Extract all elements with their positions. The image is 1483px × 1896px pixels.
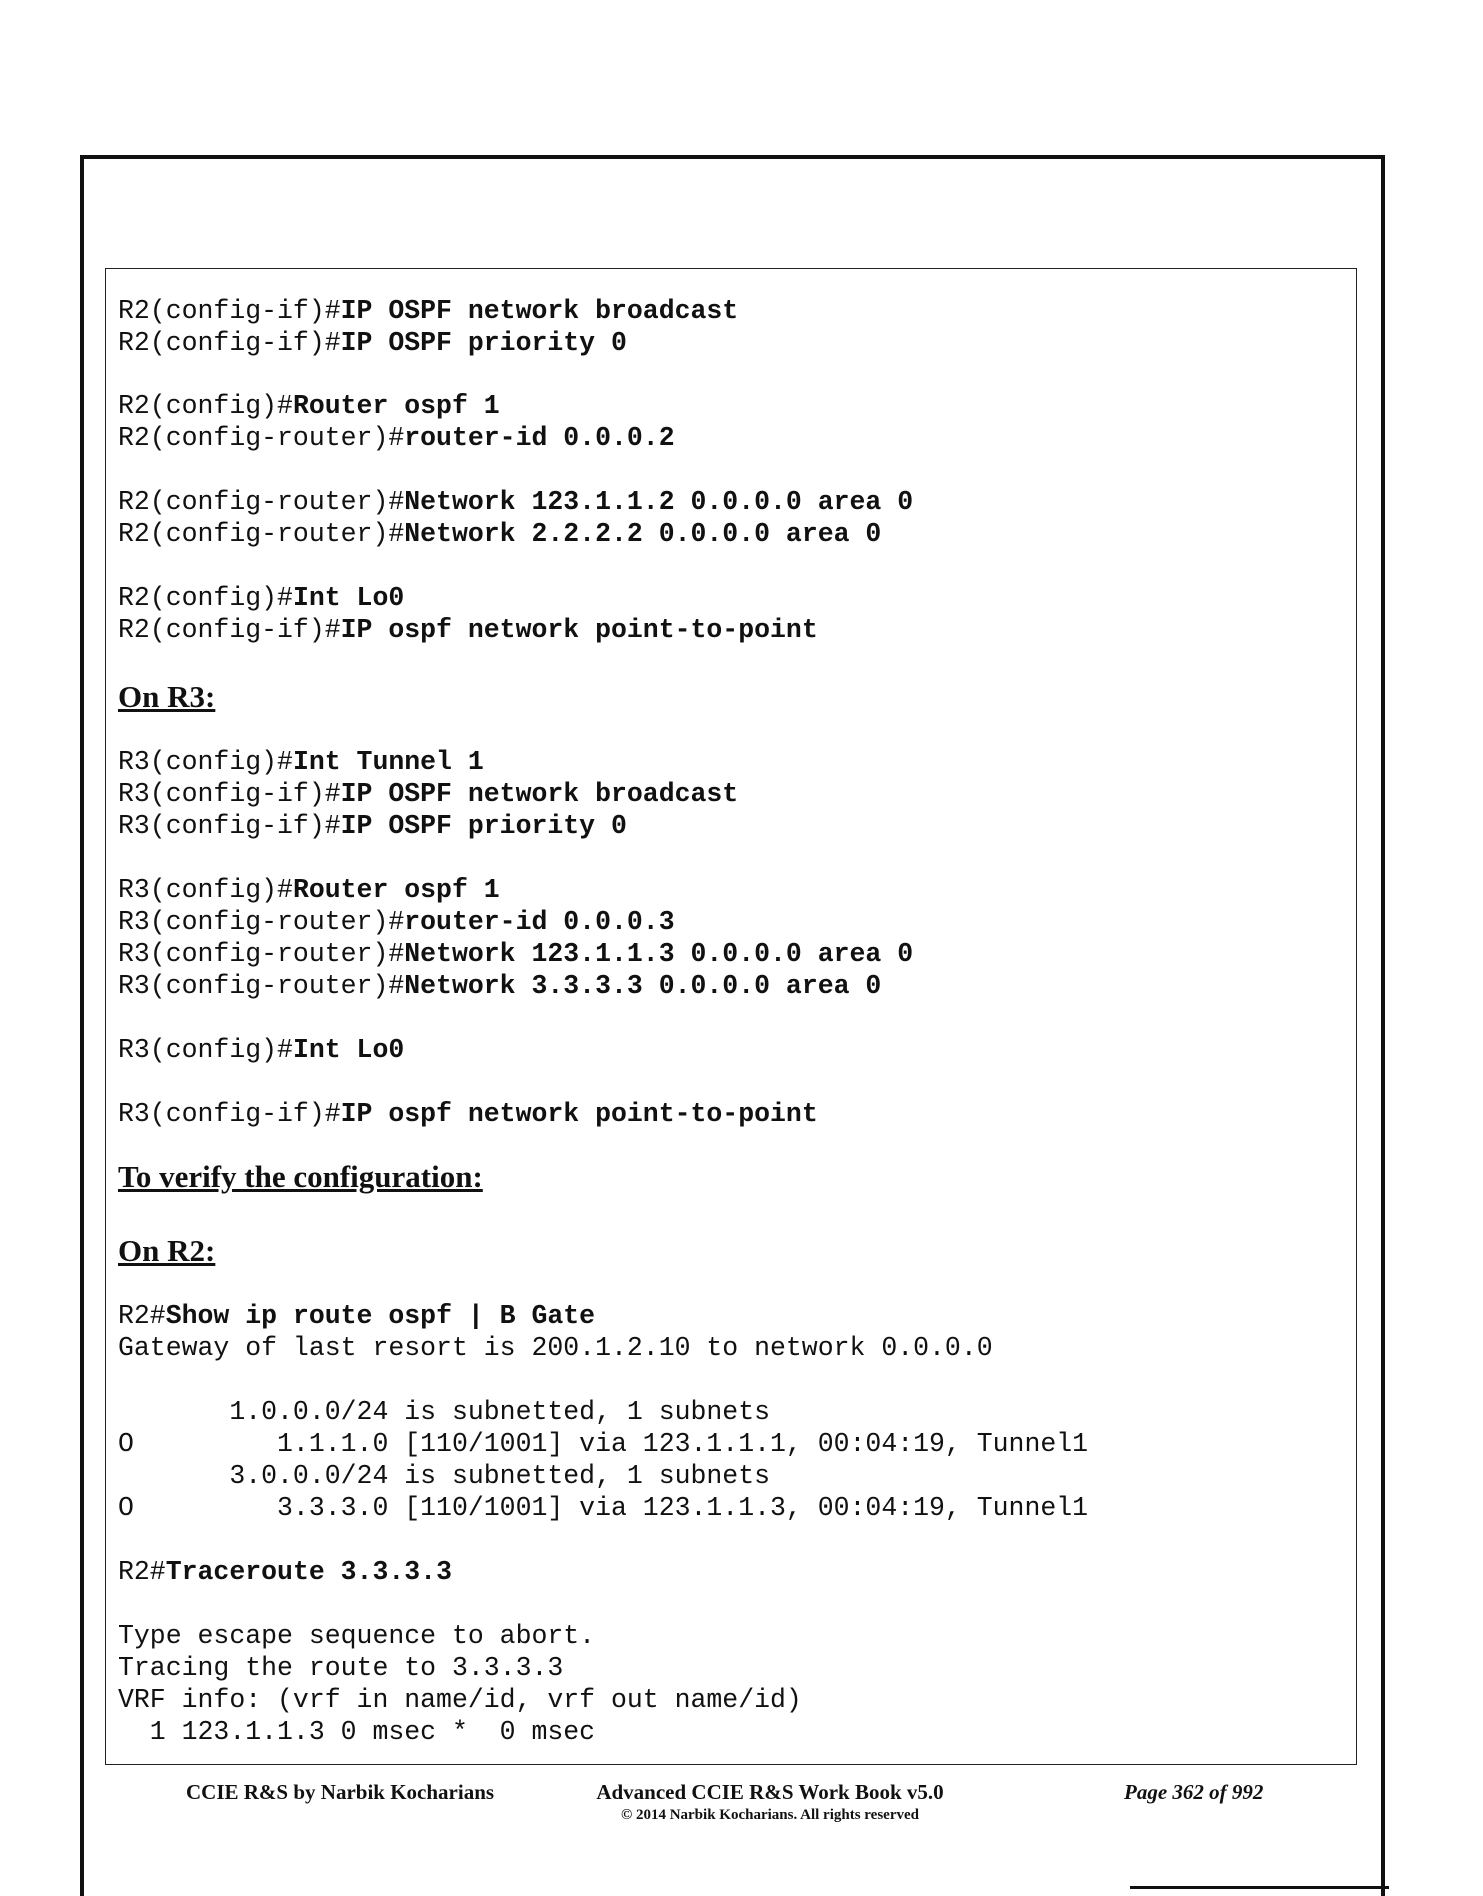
code-line: R2(config-router)#Network 123.1.1.2 0.0.0.0 area 0	[118, 487, 914, 517]
code-line: R3(config-if)#IP OSPF priority 0	[118, 811, 627, 841]
code-line: R2(config-if)#IP OSPF network broadcast	[118, 296, 739, 326]
output-line: Gateway of last resort is 200.1.2.10 to network 0.0.0.0	[118, 1333, 993, 1363]
output-line: 3.0.0.0/24 is subnetted, 1 subnets	[118, 1461, 771, 1491]
code-line: R3(config)#Router ospf 1	[118, 875, 500, 905]
code-line: R2(config-router)#router-id 0.0.0.2	[118, 423, 675, 453]
code-line: R3(config-router)#router-id 0.0.0.3	[118, 907, 675, 937]
bottom-rule	[1130, 1886, 1389, 1889]
output-line: 1.0.0.0/24 is subnetted, 1 subnets	[118, 1397, 771, 1427]
code-line: R2(config-if)#IP OSPF priority 0	[118, 328, 627, 358]
output-line: Tracing the route to 3.3.3.3	[118, 1653, 564, 1683]
footer-page-number: Page 362 of 992	[1124, 1780, 1264, 1804]
code-line: R3(config)#Int Lo0	[118, 1035, 405, 1065]
code-line: R3(config-if)#IP ospf network point-to-point	[118, 1099, 818, 1129]
code-line: R2(config-if)#IP ospf network point-to-point	[118, 615, 818, 645]
footer-copyright: © 2014 Narbik Kocharians. All rights reserved	[620, 1807, 919, 1823]
footer-book-title: Advanced CCIE R&S Work Book v5.0	[596, 1780, 944, 1804]
output-line: VRF info: (vrf in name/id, vrf out name/id)	[118, 1685, 802, 1715]
code-line: R3(config)#Int Tunnel 1	[118, 747, 484, 777]
section-heading-on-r3: On R3:	[118, 679, 216, 714]
output-line: O 1.1.1.0 [110/1001] via 123.1.1.1, 00:04:19, Tunnel1	[118, 1429, 1089, 1459]
code-line: R2(config)#Router ospf 1	[118, 391, 500, 421]
section-heading-verify: To verify the configuration:	[118, 1159, 483, 1194]
code-line: R2#Traceroute 3.3.3.3	[118, 1557, 452, 1587]
config-listing-box	[105, 268, 1357, 1765]
output-line: Type escape sequence to abort.	[118, 1621, 596, 1651]
section-heading-on-r2: On R2:	[118, 1233, 216, 1268]
output-line: 1 123.1.1.3 0 msec * 0 msec	[118, 1717, 596, 1747]
footer-author: CCIE R&S by Narbik Kocharians	[186, 1780, 495, 1804]
footer-book	[575, 1780, 965, 1824]
code-line: R3(config-if)#IP OSPF network broadcast	[118, 779, 739, 809]
code-line: R2#Show ip route ospf | B Gate	[118, 1301, 596, 1331]
code-line: R2(config)#Int Lo0	[118, 583, 405, 613]
code-line: R3(config-router)#Network 3.3.3.3 0.0.0.0 area 0	[118, 971, 882, 1001]
code-line: R3(config-router)#Network 123.1.1.3 0.0.0.0 area 0	[118, 939, 914, 969]
output-line: O 3.3.3.0 [110/1001] via 123.1.1.3, 00:04:19, Tunnel1	[118, 1493, 1089, 1523]
code-line: R2(config-router)#Network 2.2.2.2 0.0.0.0 area 0	[118, 519, 882, 549]
